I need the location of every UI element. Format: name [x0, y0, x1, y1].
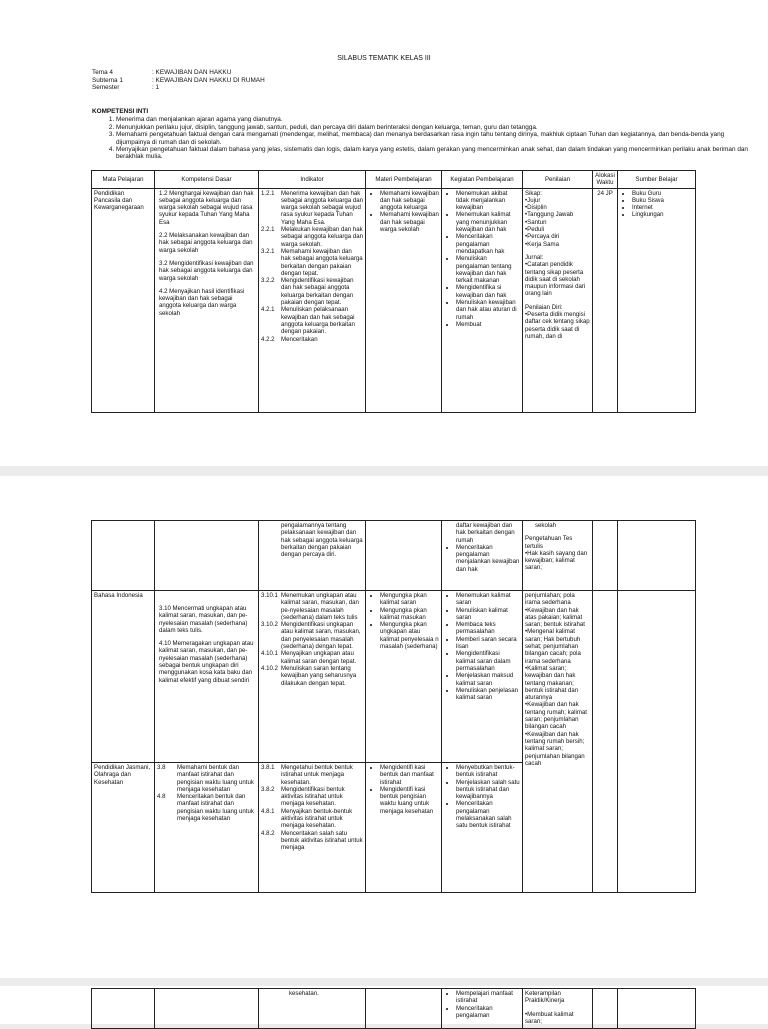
list-item: • Jujur	[525, 197, 590, 204]
list-item: • Mempelajari manfaat istirahat	[456, 990, 520, 1005]
kd-cell	[155, 989, 259, 1029]
indicator-item: 4.8.1 Menyajikan bentuk-bentuk aktivitas istirahat untuk menjaga kesehatan.	[261, 807, 353, 830]
list-item: • Menemukan kalimat saran	[456, 592, 520, 607]
indicator-item: 3.2.1 Memahami kewajiban dan hak sebagai anggota keluarga berkaitan dengan pakaian dengan tepat.	[261, 247, 363, 277]
penilaian-cell	[523, 188, 593, 412]
list-item: • Mengidentifikasi kalimat saran dalam permasalahan	[456, 650, 520, 672]
list-item: • Memberi saran secara lisan	[456, 636, 520, 651]
kegiatan-cell	[442, 188, 523, 412]
subject-cell	[92, 989, 155, 1029]
penilaian-cell	[523, 591, 593, 893]
indicator-cell: pengalamannya tentang pelaksanaan kewajiban dan hak sebagai anggota keluarga berkaitan dengan pakaian dengan percaya diri.	[259, 521, 366, 591]
syllabus-table-2	[91, 520, 696, 893]
text-cell: sekolah	[535, 522, 557, 529]
ki-item: 2. Menunjukkan perilaku jujur, disiplin, tanggung jawab, santun, peduli, dan percaya diri dalam berinteraksi dengan keluarga, teman, guru dan tetangga.	[116, 124, 748, 131]
list-item: • Menceritakan pengalaman menjalankan kewajiban dan hak	[456, 544, 520, 573]
kd-item: 3.10 Mencermati ungkapan atau kalimat saran, masukan, dan pe-nyelesaian masalah (sederhana) dalam teks tulis.	[159, 605, 248, 634]
list-item: • Catatan pendidik tentang sikap peserta didik saat di sekolah maupun informasi dari orang lain	[525, 261, 590, 297]
ki-item: 4. Menyajikan pengetahuan faktual dalam bahasa yang jelas, sistematis dan logis, dalam karya yang estetis, dalam gerakan yang mencerminkan anak sehat, dan dalam tindakan yang mencerminkan perilaku anak beriman dan berakhlak mulia.	[116, 146, 748, 161]
list-item: • Menemukan kalimat yang menunjukkan kewajiban dan hak	[456, 211, 520, 233]
list-item: • Kerja Sama	[525, 241, 590, 248]
list-item: • Peduli	[525, 226, 590, 233]
indicator-cell: kesehatan.	[259, 989, 366, 1029]
col-header: Sumber Belajar	[618, 171, 696, 189]
core-competencies	[92, 108, 748, 161]
list-item: • Membaca teks permasalahan	[456, 621, 520, 636]
list-item: • Menjelaskan salah satu bentuk istirahat dan kewajibannya	[456, 779, 520, 801]
kd-item: 4.2 Menyajikan hasil identifikasi kewajiban dan hak sebagai anggota keluarga dan warga sekolah	[159, 287, 245, 317]
list-item: • Kewajiban dan hak tentang rumah bersih; kalimat saran; penjumlahan bilangan cacah	[525, 731, 590, 767]
col-header: Kompetensi Dasar	[155, 171, 259, 189]
sumber-cell	[618, 188, 696, 412]
list-item: • Mengungka pkan kalimat saran	[380, 592, 439, 607]
list-item: • Menceritakan pengalaman	[456, 1005, 520, 1020]
syllabus-table-1	[91, 170, 696, 413]
meta-value: : 1	[152, 84, 160, 92]
list-item: • Mengidentifi kasi bentuk pengisian waktu luang untuk menjaga kesehatan	[380, 786, 439, 815]
indicator-item: 4.8.2 Menceritakan salah satu bentuk aktivitas istirahat untuk menjaga	[261, 829, 363, 852]
list-item: • Mengidentifi kasi bentuk dan manfaat istirahat	[380, 764, 439, 786]
penilaian-label: Sikap:	[525, 189, 542, 197]
indicator-item: 4.2.2 Menceritakan	[261, 335, 318, 343]
list-item: • Kewajiban dan hak tentang rumah; kalimat saran; penjumlahan bilangan cacah	[525, 701, 590, 730]
sumber-cell	[618, 591, 696, 893]
penilaian-label: Jurnal:	[525, 253, 544, 261]
penilaian-label: Penilaian Diri:	[525, 303, 563, 311]
list-item: • Hak kasih sayang dan kewajiban; kalimat saran;	[525, 550, 590, 572]
kegiatan-cell	[442, 591, 523, 763]
indicator-item: 4.2.1 Menuliskan pelaksanaan kewajiban dan hak sebagai anggota keluarga berkaitan dengan pakaian.	[261, 306, 355, 336]
list-item: • Kewajiban dan hak atas pakaian; kalimat saran; bentuk istirahat	[525, 607, 590, 629]
col-header: Indikator	[259, 171, 366, 189]
list-item: • Menceritakan pengalaman mendapatkan hak	[456, 233, 520, 255]
list-item: • Buku Guru	[632, 190, 693, 197]
col-header: Mata Pelajaran	[92, 171, 155, 189]
indicator-item: 3.8.2 Mengidentifikasi bentuk aktivitas istirahat untuk menjaga kesehatan.	[261, 785, 345, 808]
list-item: • Buku Siswa	[632, 197, 693, 204]
alokasi-cell	[593, 521, 618, 591]
list-item: • Disiplin	[525, 204, 590, 211]
list-item: • Membuat kalimat saran;	[525, 1011, 590, 1026]
kd-cell	[155, 188, 259, 412]
list-item: • Santun	[525, 219, 590, 226]
list-item: • Menuliskan kewajiban dan hak atau aturan di rumah	[456, 299, 520, 321]
kegiatan-cell	[442, 521, 523, 591]
list-item: • Tanggung Jawab	[525, 211, 590, 218]
kd-cell	[155, 763, 259, 893]
alokasi-cell	[593, 591, 618, 893]
list-item: • Mengenal kalimat saran; Hak bertubuh sehat; penjumlahan bilangan cacah; pola irama sederhana	[525, 628, 590, 664]
kd-cell	[155, 521, 259, 591]
penilaian-label: Keterampilan Praktik/Kinerja	[525, 990, 565, 1005]
sumber-cell	[618, 521, 696, 591]
list-item: • Menyebutkan bentuk-bentuk istirahat	[456, 764, 520, 779]
ki-heading: KOMPETENSI INTI	[92, 108, 149, 115]
subject-cell: Pendidikan Jasmani, Olahraga dan Kesehatan	[92, 763, 155, 893]
col-header: Penilaian	[523, 171, 593, 189]
indicator-item: 3.10.1 Menemukan ungkapan atau kalimat saran, masukan, dan pe-nyelesaian masalah (sederhana) dalam teks tulis	[261, 592, 359, 621]
meta-value: : KEWAJIBAN DAN HAKKU DI RUMAH	[152, 76, 265, 84]
subject-cell	[92, 521, 155, 591]
list-item: • Menceritakan pengalaman melaksanakan salah satu bentuk istirahat	[456, 800, 520, 829]
indicator-item: 3.8.1 Mengetahui bentuk bentuk istirahat untuk menjaga kesehatan.	[261, 764, 353, 786]
materi-cell	[366, 989, 442, 1029]
indicator-item: 4.10.1 Menyajikan ungkapan atau kalimat saran dengan tepat.	[261, 650, 357, 665]
meta-value: : KEWAJIBAN DAN HAKKU	[152, 69, 232, 76]
kd-item: 1.2 Menghargai kewajiban dan hak sebagai anggota keluarga dan warga sekolah sebagai wujud rasa syukur kepada Tuhan Yang Maha Esa	[159, 189, 254, 226]
page-title: SILABUS TEMATIK KELAS III	[337, 55, 431, 62]
list-item: • Membuat	[456, 321, 520, 328]
list-item: • Internet	[632, 204, 693, 211]
indicator-cell	[259, 188, 366, 412]
list-item: • Mengungka pkan kalimat masukan	[380, 607, 439, 622]
list-item: • Mengungka pkan ungkapan atau kalimat penyelesaia n masalah (sederhana)	[380, 621, 439, 650]
list-item: • Mengidentifika si kewajiban dan hak	[456, 284, 520, 299]
sumber-cell	[618, 989, 696, 1029]
list-item: • Kalimat saran; kewajiban dan hak tentang makanan; bentuk istirahat dan aturannya	[525, 665, 590, 701]
indicator-item: 3.10.2 Mengidentifikasi ungkapan atau kalimat saran, masukan, dan penyelesaian masalah (sederhana) dengan tepat.	[261, 621, 361, 651]
indicator-item: 2.2.1 Melakukan kewajiban dan hak sebagai anggota keluarga dan warga sekolah.	[261, 226, 363, 248]
materi-cell	[366, 763, 442, 893]
list-item: • Memahami kewajiban dan hak sebagai warga sekolah	[380, 211, 439, 233]
meta-key: Tema 4	[92, 69, 113, 76]
meta-key: Semester	[92, 84, 120, 92]
penilaian-cell	[523, 521, 593, 591]
list-item: • Peserta didik mengisi daftar cek tentang sikap peserta didik saat di rumah, dan di	[525, 311, 590, 340]
text-cell: penjumlahan; pola irama sederhana	[525, 592, 575, 607]
indicator-item: 1.2.1 Menerima kewajiban dan hak sebagai anggota keluarga dan warga sekolah sebagai wujud rasa syukur kepada Tuhan Yang Maha Esa.	[261, 189, 363, 226]
page-2	[0, 476, 768, 978]
indicator-item: 3.2.2 Mengidentifikasi kewajiban dan hak sebagai anggota keluarga berkaitan dengan pakaian dengan tepat.	[261, 277, 354, 307]
list-item: • Menuliskan pengalaman tentang kewajiban dan hak terkait makanan	[456, 255, 520, 284]
kd-item: 4.8 Menceritakan bentuk dan manfaat istirahat dan pengisian waktu luang untuk menjaga kesehatan	[157, 793, 254, 823]
list-item: • Lingkungan	[632, 211, 693, 218]
list-item: • Menuliskan penjelasan kalimat saran	[456, 687, 520, 702]
indicator-item: 4.10.2 Menuliskan saran tentang kewajiban yang seharusnya dilakukan dengan tepat.	[261, 664, 357, 687]
list-item: • Memahami kewajiban dan hak sebagai anggota keluarga	[380, 190, 439, 212]
penilaian-cell	[523, 989, 593, 1029]
materi-cell	[366, 591, 442, 763]
ki-item: 3. Memahami pengetahuan faktual dengan cara mengamati (mendengar, melihat, membaca) dan menanya berdasarkan rasa ingin tahu tentang dirinya, makhluk ciptaan Tuhan dan kegiatannya, dan benda-benda yang dijumpainya di rumah dan di sekolah.	[116, 131, 748, 146]
ki-item: 1. Menerima dan menjalankan ajaran agama yang dianutnya.	[116, 116, 748, 123]
list-item: • Menuliskan kalimat saran	[456, 607, 520, 622]
indicator-cell	[259, 591, 366, 763]
theme-info	[92, 69, 265, 92]
col-header: Materi Pembelajaran	[366, 171, 442, 189]
kd-item: 2.2 Melaksanakan kewajiban dan hak sebagai anggota keluarga dan warga sekolah	[159, 232, 253, 254]
kegiatan-cell	[442, 989, 523, 1029]
alokasi-cell	[593, 989, 618, 1029]
list-item: • Menemukan akibat tidak menjalankan kewajiban	[456, 190, 520, 212]
syllabus-table-3	[91, 988, 696, 1029]
ki-list	[92, 116, 748, 160]
indicator-cell	[259, 763, 366, 893]
page-1	[0, 0, 768, 466]
col-header: Alokasi Waktu	[593, 171, 618, 189]
list-item: • Menjelaskan maksud kalimat saran	[456, 672, 520, 687]
materi-cell	[366, 188, 442, 412]
subject-cell: Pendidikan Pancasila dan Kewarganegaraan	[92, 188, 155, 412]
penilaian-label: Pengetahuan Tes tertulis	[525, 535, 573, 550]
kd-item: 3.2 Mengidentifikasi kewajiban dan hak sebagai anggota keluarga dan warga sekolah	[159, 259, 254, 282]
materi-cell	[366, 521, 442, 591]
page-3	[0, 986, 768, 1024]
kd-cell	[155, 591, 259, 763]
kd-item: 4.10 Memeragakan ungkapan atau kalimat saran, masukan, dan pe-nyelesaian masalah (sederhana) sebagai bentuk ungkapan diri menggunakan kosa kata baku dan kalimat efektif yang dibuat sendiri	[159, 640, 254, 684]
kegiatan-cell	[442, 763, 523, 893]
meta-key: Subtema 1	[92, 76, 123, 84]
col-header: Kegiatan Pembelajaran	[442, 171, 523, 189]
kd-item: 3.8 Memahami bentuk dan manfaat istirahat dan pengisian waktu luang untuk menjaga kesehatan	[157, 764, 254, 793]
list-item: • Percaya diri	[525, 233, 590, 240]
text-cell: daftar kewajiban dan hak berkaitan dengan rumah	[456, 522, 515, 544]
subject-cell: Bahasa Indonesia	[92, 591, 155, 763]
alokasi-cell: 24 JP	[593, 188, 618, 412]
